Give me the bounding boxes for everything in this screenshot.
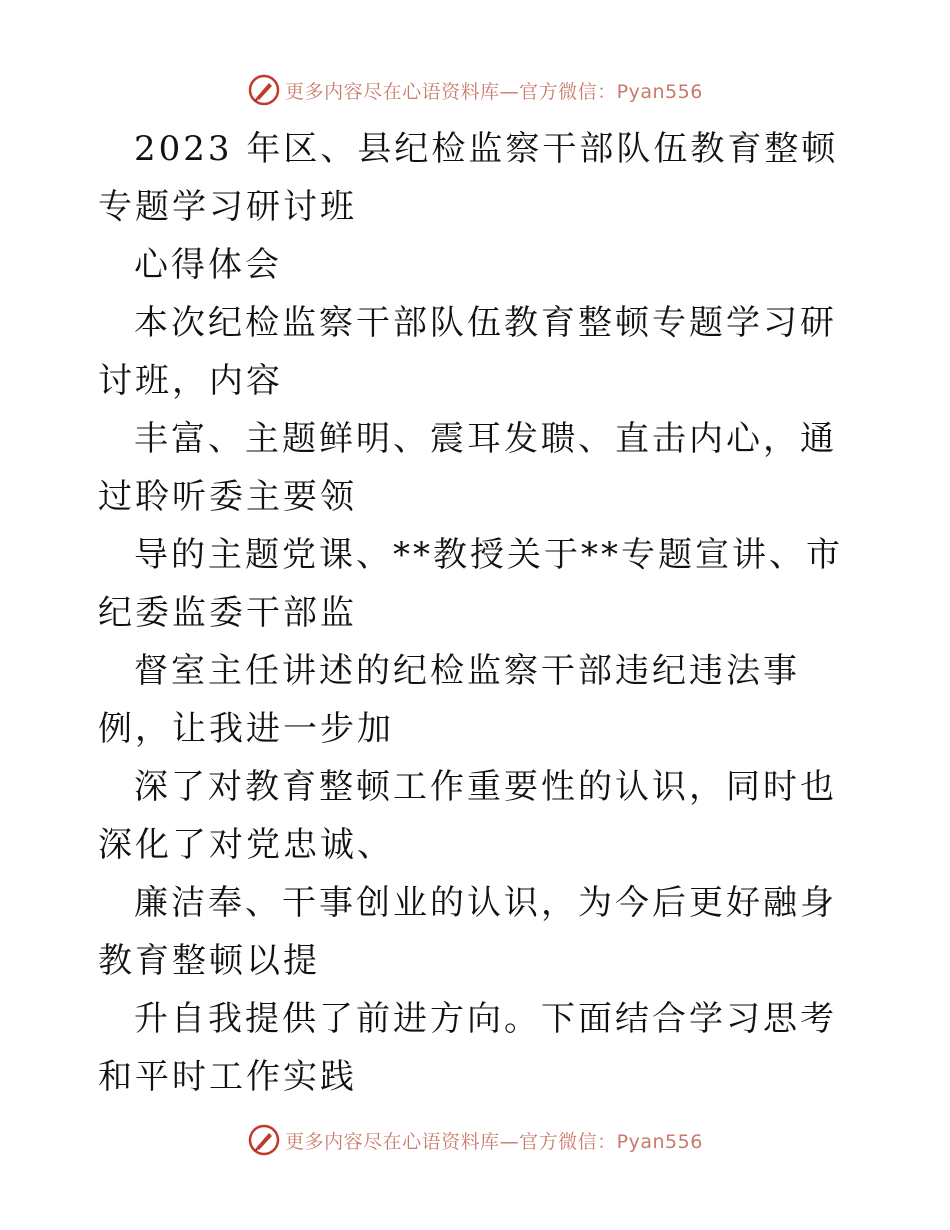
document-body	[98, 120, 858, 1106]
paragraph: 丰富、主题鲜明、震耳发聩、直击内心，通过聆听委主要领	[98, 419, 837, 517]
paragraph: 深了对教育整顿工作重要性的认识，同时也深化了对党忠诚、	[98, 767, 837, 865]
footer-watermark	[0, 1122, 950, 1158]
pen-logo-icon	[247, 1123, 281, 1157]
header-watermark	[0, 72, 950, 108]
paragraph: 本次纪检监察干部队伍教育整顿专题学习研讨班，内容	[98, 303, 837, 401]
paragraph: 督室主任讲述的纪检监察干部违纪违法事例，让我进一步加	[98, 651, 800, 749]
paragraph: 心得体会	[134, 245, 282, 285]
paragraph: 廉洁奉、干事创业的认识，为今后更好融身教育整顿以提	[98, 883, 837, 981]
paragraph: 升自我提供了前进方向。下面结合学习思考和平时工作实践	[98, 999, 837, 1097]
watermark-text: 更多内容尽在心语资料库—官方微信：Pyan556	[285, 1130, 703, 1153]
watermark-text: 更多内容尽在心语资料库—官方微信：Pyan556	[285, 80, 703, 103]
pen-logo-icon	[247, 73, 281, 107]
paragraph: 2023 年区、县纪检监察干部队伍教育整顿专题学习研讨班	[98, 129, 839, 227]
paragraph: 导的主题党课、**教授关于**专题宣讲、市纪委监委干部监	[98, 535, 843, 633]
